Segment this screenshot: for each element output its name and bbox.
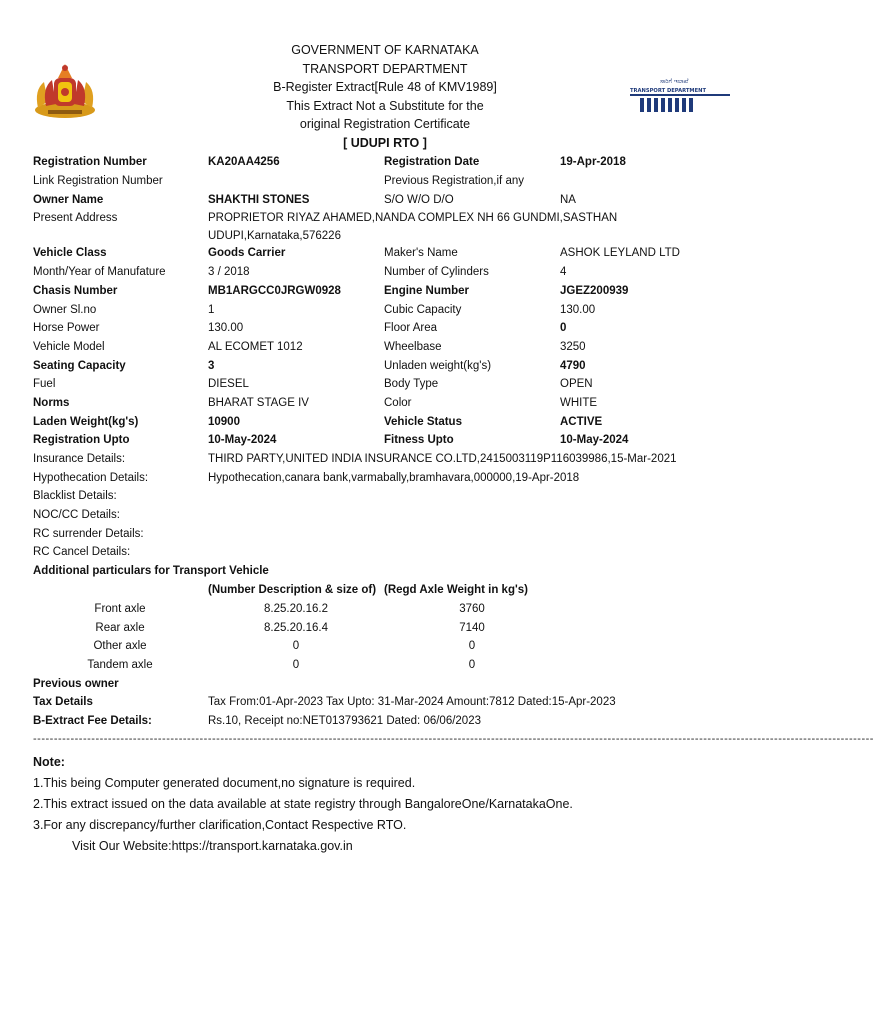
field-value: KA20AA4256 — [208, 156, 280, 168]
field-value: 19-Apr-2018 — [560, 156, 626, 168]
detail-row — [0, 693, 768, 711]
axle-weight: 7140 — [459, 622, 485, 634]
document-header — [230, 41, 540, 153]
field-label: Vehicle Model — [33, 341, 105, 353]
field-value: 10-May-2024 — [560, 434, 629, 446]
field-label: Horse Power — [33, 322, 100, 334]
detail-row — [0, 394, 768, 412]
header-line-rule: B-Register Extract[Rule 48 of KMV1989] — [273, 80, 497, 95]
field-label: Present Address — [33, 212, 118, 224]
detail-row — [0, 338, 768, 356]
field-label: Unladen weight(kg's) — [384, 360, 492, 372]
detail-row — [0, 263, 768, 281]
field-label: Tax Details — [33, 696, 93, 708]
field-label: Maker's Name — [384, 247, 458, 259]
axle-size: 8.25.20.16.4 — [264, 622, 328, 634]
field-value: BHARAT STAGE IV — [208, 397, 309, 409]
header-line-disclaimer: This Extract Not a Substitute for the — [286, 98, 484, 113]
detail-row — [0, 562, 768, 580]
axle-name: Front axle — [94, 603, 146, 615]
detail-row — [0, 469, 768, 487]
note-item-2: 2.This extract issued on the data available at state registry through BangaloreOne/KarnatakaOne. — [33, 797, 573, 811]
field-value: 130.00 — [560, 304, 596, 316]
axle-row — [0, 656, 768, 674]
field-value: PROPRIETOR RIYAZ AHAMED,NANDA COMPLEX NH 66 GUNDMI,SASTHAN — [208, 212, 618, 224]
field-label: NOC/CC Details: — [33, 509, 120, 521]
field-label: Vehicle Status — [384, 416, 462, 428]
header-line-certificate: original Registration Certificate — [299, 117, 471, 132]
field-value: WHITE — [560, 397, 598, 409]
field-value: DIESEL — [208, 378, 249, 390]
transport-department-logo-icon — [630, 76, 732, 116]
field-label: Engine Number — [384, 285, 469, 297]
field-value: UDUPI,Karnataka,576226 — [208, 230, 341, 242]
field-value: 4790 — [560, 360, 586, 372]
field-value: 3250 — [560, 341, 586, 353]
detail-row — [0, 153, 768, 171]
axle-name: Rear axle — [95, 622, 145, 634]
field-value: SHAKTHI STONES — [208, 194, 310, 206]
field-label: Color — [384, 397, 412, 409]
field-label: Owner Sl.no — [33, 304, 97, 316]
divider-line: ---------------------------------------------------------------------------------------------------------------------------------------------------------------------------------------------------------- — [33, 733, 874, 745]
axle-size-header: (Number Description & size of) — [208, 584, 377, 596]
field-label: Month/Year of Manufature — [33, 266, 166, 278]
svg-text:ಸಾರಿಗೆ ಇಲಾಖೆ: ಸಾರಿಗೆ ಇಲಾಖೆ — [660, 78, 689, 85]
field-label: Insurance Details: — [33, 453, 126, 465]
detail-row — [0, 543, 768, 561]
field-label: Owner Name — [33, 194, 104, 206]
field-value: THIRD PARTY,UNITED INDIA INSURANCE CO.LTD,2415003119P116039986,15-Mar-2021 — [208, 453, 677, 465]
field-value: ACTIVE — [560, 416, 603, 428]
field-value: 1 — [208, 304, 215, 316]
field-value: JGEZ200939 — [560, 285, 629, 297]
field-label: B-Extract Fee Details: — [33, 715, 152, 727]
field-value: 3 / 2018 — [208, 266, 250, 278]
svg-text:TRANSPORT DEPARTMENT: TRANSPORT DEPARTMENT — [630, 88, 707, 94]
field-label: Cubic Capacity — [384, 304, 462, 316]
field-label: Body Type — [384, 378, 439, 390]
field-label: S/O W/O D/O — [384, 194, 454, 206]
detail-row — [0, 282, 768, 300]
axle-row — [0, 600, 768, 618]
note-item-1: 1.This being Computer generated document,no signature is required. — [33, 776, 416, 790]
detail-row — [0, 450, 768, 468]
field-label: Registration Number — [33, 156, 147, 168]
field-label: Chasis Number — [33, 285, 118, 297]
detail-row — [0, 209, 768, 227]
axle-name: Other axle — [93, 640, 147, 652]
website-note: Visit Our Website:https://transport.karnataka.gov.in — [72, 839, 353, 853]
field-label: Previous owner — [33, 678, 119, 690]
field-value: MB1ARGCC0JRGW0928 — [208, 285, 341, 297]
field-label: Previous Registration,if any — [384, 175, 524, 187]
field-value: Goods Carrier — [208, 247, 286, 259]
field-value: 3 — [208, 360, 215, 372]
detail-row — [0, 357, 768, 375]
field-label: Seating Capacity — [33, 360, 126, 372]
karnataka-emblem-icon — [32, 60, 98, 120]
field-label: Blacklist Details: — [33, 490, 117, 502]
detail-row — [0, 191, 768, 209]
field-value: 10900 — [208, 416, 240, 428]
axle-size: 0 — [292, 659, 300, 671]
axle-weight-header: (Regd Axle Weight in kg's) — [384, 584, 528, 596]
field-value: NA — [560, 194, 576, 206]
field-label: Number of Cylinders — [384, 266, 489, 278]
field-value: 0 — [560, 322, 567, 334]
detail-row — [0, 227, 768, 245]
detail-row — [0, 431, 768, 449]
field-value: Rs.10, Receipt no:NET013793621 Dated: 06/06/2023 — [208, 715, 481, 727]
field-value: AL ECOMET 1012 — [208, 341, 303, 353]
detail-row — [0, 487, 768, 505]
field-label: Additional particulars for Transport Vehicle — [33, 565, 269, 577]
axle-name: Tandem axle — [87, 659, 153, 671]
field-value: 10-May-2024 — [208, 434, 277, 446]
axle-weight: 0 — [468, 659, 476, 671]
note-title: Note: — [33, 755, 65, 769]
detail-row — [0, 675, 768, 693]
field-label: Wheelbase — [384, 341, 442, 353]
detail-row — [0, 319, 768, 337]
axle-header-row — [0, 581, 768, 599]
field-value: Tax From:01-Apr-2023 Tax Upto: 31-Mar-2024 Amount:7812 Dated:15-Apr-2023 — [208, 696, 616, 708]
axle-row — [0, 619, 768, 637]
field-value: OPEN — [560, 378, 593, 390]
field-value: 4 — [560, 266, 567, 278]
field-value: ASHOK LEYLAND LTD — [560, 247, 680, 259]
detail-row — [0, 301, 768, 319]
axle-weight: 3760 — [459, 603, 485, 615]
axle-weight: 0 — [468, 640, 476, 652]
detail-row — [0, 244, 768, 262]
axle-size: 8.25.20.16.2 — [264, 603, 328, 615]
detail-row — [0, 375, 768, 393]
field-label: Norms — [33, 397, 70, 409]
detail-row — [0, 525, 768, 543]
field-label: Link Registration Number — [33, 175, 163, 187]
field-label: Laden Weight(kg's) — [33, 416, 139, 428]
axle-row — [0, 637, 768, 655]
detail-row — [0, 413, 768, 431]
detail-row — [0, 172, 768, 190]
rto-name: [ UDUPI RTO ] — [343, 135, 427, 150]
field-value: 130.00 — [208, 322, 244, 334]
header-line-department: TRANSPORT DEPARTMENT — [302, 61, 468, 76]
axle-size: 0 — [292, 640, 300, 652]
field-label: RC surrender Details: — [33, 528, 144, 540]
detail-row — [0, 506, 768, 524]
field-label: RC Cancel Details: — [33, 546, 131, 558]
field-label: Registration Upto — [33, 434, 130, 446]
detail-row — [0, 712, 768, 730]
field-label: Floor Area — [384, 322, 438, 334]
header-line-government: GOVERNMENT OF KARNATAKA — [291, 43, 479, 57]
field-label: Registration Date — [384, 156, 480, 168]
note-item-3: 3.For any discrepancy/further clarification,Contact Respective RTO. — [33, 818, 407, 832]
field-label: Fitness Upto — [384, 434, 454, 446]
field-label: Vehicle Class — [33, 247, 107, 259]
field-value: Hypothecation,canara bank,varmabally,bramhavara,000000,19-Apr-2018 — [208, 472, 580, 484]
field-label: Fuel — [33, 378, 56, 390]
field-label: Hypothecation Details: — [33, 472, 149, 484]
